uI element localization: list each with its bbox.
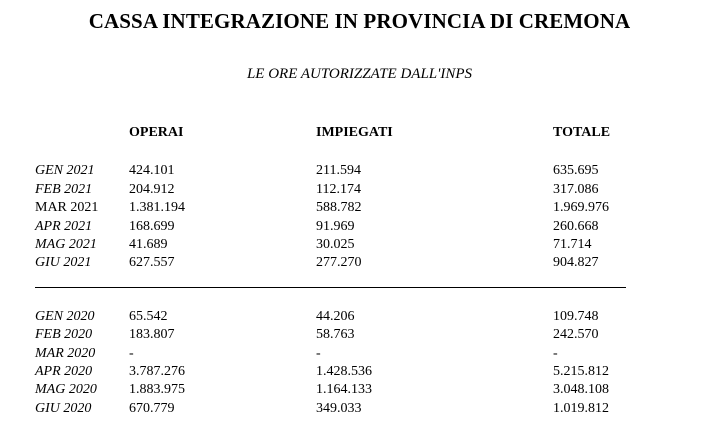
impiegati-value: 30.025 [316, 237, 355, 252]
table-row [0, 380, 719, 399]
operai-value: 3.787.276 [129, 364, 185, 379]
table-row [0, 180, 719, 199]
month-label: GEN 2021 [35, 163, 95, 178]
operai-value: 627.557 [129, 255, 175, 270]
totale-value: 109.748 [553, 309, 599, 324]
header-totale: TOTALE [553, 125, 611, 140]
table-row [0, 235, 719, 254]
impiegati-value: 211.594 [316, 163, 361, 178]
impiegati-value: 349.033 [316, 401, 362, 416]
table-row [0, 253, 719, 272]
month-label: APR 2021 [35, 219, 93, 234]
totale-value: 1.969.976 [553, 200, 609, 215]
impiegati-value: 91.969 [316, 219, 355, 234]
operai-value: 41.689 [129, 237, 168, 252]
month-label: GEN 2020 [35, 309, 95, 324]
operai-value: - [129, 346, 134, 361]
month-label: GIU 2021 [35, 255, 92, 270]
totale-value: 71.714 [553, 237, 592, 252]
impiegati-value: 1.164.133 [316, 382, 372, 397]
impiegati-value: - [316, 346, 321, 361]
totale-value: 904.827 [553, 255, 599, 270]
totale-value: 317.086 [553, 182, 599, 197]
operai-value: 168.699 [129, 219, 175, 234]
header-operai: OPERAI [129, 125, 184, 140]
month-label: MAG 2020 [35, 382, 97, 397]
totale-value: 5.215.812 [553, 364, 609, 379]
impiegati-value: 588.782 [316, 200, 362, 215]
month-label: MAR 2021 [35, 200, 99, 215]
operai-value: 1.883.975 [129, 382, 185, 397]
document-title: CASSA INTEGRAZIONE IN PROVINCIA DI CREMONA [88, 9, 631, 33]
table-row [0, 344, 719, 363]
totale-value: - [553, 346, 558, 361]
impiegati-value: 1.428.536 [316, 364, 372, 379]
month-label: MAR 2020 [35, 346, 96, 361]
table-row [0, 325, 719, 344]
month-label: APR 2020 [35, 364, 93, 379]
header-impiegati: IMPIEGATI [316, 125, 393, 140]
section-divider [35, 287, 626, 288]
month-label: GIU 2020 [35, 401, 92, 416]
table-row [0, 198, 719, 217]
impiegati-value: 277.270 [316, 255, 362, 270]
month-label: MAG 2021 [35, 237, 97, 252]
operai-value: 65.542 [129, 309, 168, 324]
table-row [0, 217, 719, 236]
totale-value: 3.048.108 [553, 382, 609, 397]
month-label: FEB 2021 [35, 182, 93, 197]
operai-value: 424.101 [129, 163, 175, 178]
operai-value: 183.807 [129, 327, 175, 342]
totale-value: 242.570 [553, 327, 599, 342]
document-subtitle: LE ORE AUTORIZZATE DALL'INPS [246, 66, 473, 82]
totale-value: 1.019.812 [553, 401, 609, 416]
totale-value: 635.695 [553, 163, 599, 178]
impiegati-value: 112.174 [316, 182, 361, 197]
impiegati-value: 44.206 [316, 309, 355, 324]
impiegati-value: 58.763 [316, 327, 355, 342]
table-row [0, 161, 719, 180]
table-row [0, 362, 719, 381]
table-row [0, 307, 719, 326]
operai-value: 670.779 [129, 401, 175, 416]
table-row [0, 399, 719, 418]
operai-value: 1.381.194 [129, 200, 185, 215]
totale-value: 260.668 [553, 219, 599, 234]
operai-value: 204.912 [129, 182, 175, 197]
month-label: FEB 2020 [35, 327, 93, 342]
